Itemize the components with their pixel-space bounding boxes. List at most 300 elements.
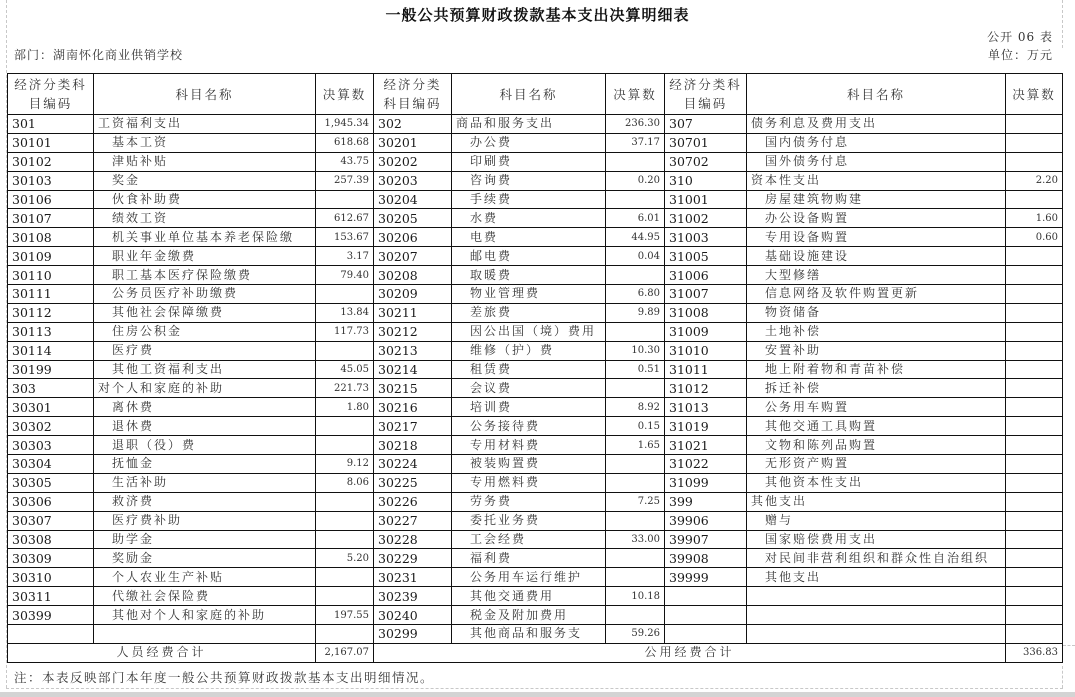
- amount-cell: 117.73: [316, 322, 374, 341]
- page-separator-bar: [0, 692, 1075, 697]
- amount-cell: [1006, 436, 1063, 455]
- code-cell: 30102: [8, 152, 94, 171]
- name-cell: 会议费: [452, 379, 606, 398]
- name-cell: 医疗费: [94, 341, 316, 360]
- name-cell: [747, 625, 1006, 644]
- name-cell: 印刷费: [452, 152, 606, 171]
- table-row: [8, 587, 1063, 606]
- name-cell: 医疗费补助: [94, 511, 316, 530]
- name-cell: 专用设备购置: [747, 228, 1006, 247]
- code-cell: 30209: [374, 285, 452, 304]
- amount-cell: 1,945.34: [316, 115, 374, 134]
- name-cell: 赠与: [747, 511, 1006, 530]
- code-cell: 30208: [374, 266, 452, 285]
- amount-cell: 1.65: [606, 436, 665, 455]
- code-cell: 30212: [374, 322, 452, 341]
- code-cell: 30211: [374, 303, 452, 322]
- name-cell: 培训费: [452, 398, 606, 417]
- amount-cell: 1.80: [316, 398, 374, 417]
- header-amount-3: 决算数: [1006, 74, 1063, 115]
- footnote: 注：本表反映部门本年度一般公共预算财政拨款基本支出明细情况。: [14, 670, 435, 685]
- amount-cell: [316, 417, 374, 436]
- code-cell: 31010: [665, 341, 747, 360]
- table-row: [8, 266, 1063, 285]
- name-cell: 地上附着物和青苗补偿: [747, 360, 1006, 379]
- table-number: 公开 06 表: [987, 30, 1053, 44]
- amount-cell: [606, 473, 665, 492]
- header-code-2: 经济分类科目编码: [374, 74, 452, 115]
- amount-cell: [606, 455, 665, 474]
- table-row: [8, 285, 1063, 304]
- name-cell: 津贴补贴: [94, 152, 316, 171]
- name-cell: 资本性支出: [747, 171, 1006, 190]
- amount-cell: 13.84: [316, 303, 374, 322]
- name-cell: 公务接待费: [452, 417, 606, 436]
- code-cell: 30308: [8, 530, 94, 549]
- amount-cell: [316, 587, 374, 606]
- name-cell: 退职（役）费: [94, 436, 316, 455]
- code-cell: 31012: [665, 379, 747, 398]
- name-cell: 对民间非营利组织和群众性自治组织: [747, 549, 1006, 568]
- code-cell: 30107: [8, 209, 94, 228]
- code-cell: 30302: [8, 417, 94, 436]
- table-header-row: [8, 74, 1063, 115]
- amount-cell: 45.05: [316, 360, 374, 379]
- code-cell: 31002: [665, 209, 747, 228]
- name-cell: 工会经费: [452, 530, 606, 549]
- name-cell: 其他资本性支出: [747, 473, 1006, 492]
- department-label: 部门：湖南怀化商业供销学校: [14, 48, 184, 62]
- code-cell: 30227: [374, 511, 452, 530]
- code-cell: 30218: [374, 436, 452, 455]
- amount-cell: [1006, 511, 1063, 530]
- code-cell: [665, 587, 747, 606]
- name-cell: 代缴社会保险费: [94, 587, 316, 606]
- table-row: [8, 171, 1063, 190]
- amount-cell: [1006, 530, 1063, 549]
- code-cell: 31019: [665, 417, 747, 436]
- name-cell: 职工基本医疗保险缴费: [94, 266, 316, 285]
- code-cell: 30240: [374, 606, 452, 625]
- code-cell: 31022: [665, 455, 747, 474]
- code-cell: 30213: [374, 341, 452, 360]
- amount-cell: 6.80: [606, 285, 665, 304]
- header-code-1: 经济分类科目编码: [8, 74, 94, 115]
- table-row: [8, 209, 1063, 228]
- amount-cell: [316, 625, 374, 644]
- amount-cell: 1.60: [1006, 209, 1063, 228]
- amount-cell: [316, 568, 374, 587]
- amount-cell: [1006, 492, 1063, 511]
- name-cell: 邮电费: [452, 247, 606, 266]
- amount-cell: [1006, 455, 1063, 474]
- amount-cell: [316, 341, 374, 360]
- amount-cell: [606, 379, 665, 398]
- name-cell: 其他商品和服务支: [452, 625, 606, 644]
- amount-cell: 43.75: [316, 152, 374, 171]
- code-cell: 31003: [665, 228, 747, 247]
- name-cell: 土地补偿: [747, 322, 1006, 341]
- name-cell: 维修（护）费: [452, 341, 606, 360]
- table-row: [8, 549, 1063, 568]
- name-cell: 安置补助: [747, 341, 1006, 360]
- code-cell: 303: [8, 379, 94, 398]
- code-cell: 31006: [665, 266, 747, 285]
- code-cell: 399: [665, 492, 747, 511]
- table-row: [8, 568, 1063, 587]
- name-cell: 无形资产购置: [747, 455, 1006, 474]
- code-cell: 31001: [665, 190, 747, 209]
- name-cell: 住房公积金: [94, 322, 316, 341]
- code-cell: 30306: [8, 492, 94, 511]
- name-cell: 工资福利支出: [94, 115, 316, 134]
- name-cell: 抚恤金: [94, 455, 316, 474]
- amount-cell: [316, 511, 374, 530]
- code-cell: 307: [665, 115, 747, 134]
- amount-cell: [1006, 322, 1063, 341]
- amount-cell: [1006, 303, 1063, 322]
- amount-cell: [1006, 606, 1063, 625]
- amount-cell: [606, 606, 665, 625]
- amount-cell: [1006, 152, 1063, 171]
- amount-cell: 236.30: [606, 115, 665, 134]
- name-cell: 救济费: [94, 492, 316, 511]
- amount-cell: 10.30: [606, 341, 665, 360]
- name-cell: 绩效工资: [94, 209, 316, 228]
- code-cell: 30109: [8, 247, 94, 266]
- amount-cell: 6.01: [606, 209, 665, 228]
- code-cell: 30217: [374, 417, 452, 436]
- amount-cell: 0.15: [606, 417, 665, 436]
- code-cell: 30216: [374, 398, 452, 417]
- code-cell: 30103: [8, 171, 94, 190]
- code-cell: [665, 625, 747, 644]
- code-cell: 30299: [374, 625, 452, 644]
- name-cell: 个人农业生产补贴: [94, 568, 316, 587]
- name-cell: 专用燃料费: [452, 473, 606, 492]
- unit-label: 单位：万元: [987, 48, 1053, 62]
- code-cell: 30702: [665, 152, 747, 171]
- table-row: [8, 303, 1063, 322]
- amount-cell: [1006, 266, 1063, 285]
- code-cell: 30110: [8, 266, 94, 285]
- name-cell: 基础设施建设: [747, 247, 1006, 266]
- amount-cell: [316, 190, 374, 209]
- code-cell: 30309: [8, 549, 94, 568]
- name-cell: 办公费: [452, 133, 606, 152]
- name-cell: 基本工资: [94, 133, 316, 152]
- name-cell: 物业管理费: [452, 285, 606, 304]
- code-cell: 30311: [8, 587, 94, 606]
- amount-cell: 37.17: [606, 133, 665, 152]
- amount-cell: [1006, 417, 1063, 436]
- code-cell: 30202: [374, 152, 452, 171]
- name-cell: 奖金: [94, 171, 316, 190]
- code-cell: 30112: [8, 303, 94, 322]
- amount-cell: [606, 568, 665, 587]
- code-cell: 30239: [374, 587, 452, 606]
- amount-cell: [1006, 568, 1063, 587]
- code-cell: 30113: [8, 322, 94, 341]
- amount-cell: [316, 285, 374, 304]
- name-cell: 机关事业单位基本养老保险缴: [94, 228, 316, 247]
- amount-cell: 59.26: [606, 625, 665, 644]
- page-guide-bottom: [6, 688, 1063, 689]
- code-cell: 30108: [8, 228, 94, 247]
- code-cell: 30111: [8, 285, 94, 304]
- code-cell: 310: [665, 171, 747, 190]
- table-row: [8, 341, 1063, 360]
- name-cell: 国家赔偿费用支出: [747, 530, 1006, 549]
- amount-cell: [606, 190, 665, 209]
- table-row: [8, 606, 1063, 625]
- name-cell: 大型修缮: [747, 266, 1006, 285]
- code-cell: 30201: [374, 133, 452, 152]
- name-cell: 房屋建筑物购建: [747, 190, 1006, 209]
- page-title: 一般公共预算财政拨款基本支出决算明细表: [385, 6, 690, 24]
- amount-cell: [1006, 115, 1063, 134]
- table-row: [8, 133, 1063, 152]
- page-guide-bottom-right: [1063, 645, 1075, 646]
- amount-cell: 44.95: [606, 228, 665, 247]
- name-cell: 物资储备: [747, 303, 1006, 322]
- name-cell: 电费: [452, 228, 606, 247]
- code-cell: 30399: [8, 606, 94, 625]
- amount-cell: [606, 322, 665, 341]
- name-cell: 商品和服务支出: [452, 115, 606, 134]
- code-cell: 39908: [665, 549, 747, 568]
- amount-cell: 8.06: [316, 473, 374, 492]
- code-cell: 30231: [374, 568, 452, 587]
- code-cell: 30304: [8, 455, 94, 474]
- code-cell: 30701: [665, 133, 747, 152]
- code-cell: 30199: [8, 360, 94, 379]
- amount-cell: 8.92: [606, 398, 665, 417]
- table-row: [8, 115, 1063, 134]
- code-cell: 30305: [8, 473, 94, 492]
- header-name-2: 科目名称: [452, 74, 606, 115]
- name-cell: 国内债务付息: [747, 133, 1006, 152]
- amount-cell: 2.20: [1006, 171, 1063, 190]
- name-cell: 对个人和家庭的补助: [94, 379, 316, 398]
- code-cell: [665, 606, 747, 625]
- public-total-value: 336.83: [1006, 643, 1063, 662]
- name-cell: 其他交通工具购置: [747, 417, 1006, 436]
- code-cell: 31011: [665, 360, 747, 379]
- name-cell: 取暖费: [452, 266, 606, 285]
- amount-cell: 3.17: [316, 247, 374, 266]
- amount-cell: 0.51: [606, 360, 665, 379]
- amount-cell: 9.89: [606, 303, 665, 322]
- code-cell: 30214: [374, 360, 452, 379]
- name-cell: [94, 625, 316, 644]
- code-cell: 31013: [665, 398, 747, 417]
- amount-cell: 33.00: [606, 530, 665, 549]
- header-code-3: 经济分类科目编码: [665, 74, 747, 115]
- table-row: [8, 530, 1063, 549]
- amount-cell: 221.73: [316, 379, 374, 398]
- amount-cell: [1006, 549, 1063, 568]
- name-cell: 拆迁补偿: [747, 379, 1006, 398]
- amount-cell: 9.12: [316, 455, 374, 474]
- table-row: [8, 322, 1063, 341]
- personnel-total-value: 2,167.07: [316, 643, 374, 662]
- code-cell: 302: [374, 115, 452, 134]
- header-name-1: 科目名称: [94, 74, 316, 115]
- code-cell: 39906: [665, 511, 747, 530]
- public-total-label: 公用经费合计: [374, 643, 1006, 662]
- name-cell: 公务用车运行维护: [452, 568, 606, 587]
- code-cell: 31007: [665, 285, 747, 304]
- name-cell: 其他支出: [747, 568, 1006, 587]
- name-cell: 其他工资福利支出: [94, 360, 316, 379]
- code-cell: 30101: [8, 133, 94, 152]
- amount-cell: [606, 549, 665, 568]
- name-cell: 生活补助: [94, 473, 316, 492]
- name-cell: 劳务费: [452, 492, 606, 511]
- amount-cell: [606, 152, 665, 171]
- name-cell: 福利费: [452, 549, 606, 568]
- amount-cell: 612.67: [316, 209, 374, 228]
- amount-cell: 257.39: [316, 171, 374, 190]
- table-row: [8, 625, 1063, 644]
- name-cell: 被装购置费: [452, 455, 606, 474]
- name-cell: 奖励金: [94, 549, 316, 568]
- amount-cell: 7.25: [606, 492, 665, 511]
- amount-cell: [1006, 473, 1063, 492]
- name-cell: 伙食补助费: [94, 190, 316, 209]
- code-cell: 31009: [665, 322, 747, 341]
- code-cell: 30226: [374, 492, 452, 511]
- name-cell: 水费: [452, 209, 606, 228]
- personnel-total-label: 人员经费合计: [8, 643, 316, 662]
- amount-cell: [316, 530, 374, 549]
- name-cell: 其他支出: [747, 492, 1006, 511]
- code-cell: 31005: [665, 247, 747, 266]
- amount-cell: 197.55: [316, 606, 374, 625]
- page-guide-right-lower: [1062, 666, 1063, 688]
- code-cell: 30228: [374, 530, 452, 549]
- name-cell: 助学金: [94, 530, 316, 549]
- code-cell: 30229: [374, 549, 452, 568]
- amount-cell: [1006, 379, 1063, 398]
- code-cell: 39907: [665, 530, 747, 549]
- table-row: [8, 436, 1063, 455]
- name-cell: 委托业务费: [452, 511, 606, 530]
- code-cell: 30204: [374, 190, 452, 209]
- amount-cell: [1006, 190, 1063, 209]
- amount-cell: [1006, 398, 1063, 417]
- table-row: [8, 492, 1063, 511]
- header-name-3: 科目名称: [747, 74, 1006, 115]
- code-cell: 31021: [665, 436, 747, 455]
- table-body: [8, 115, 1063, 644]
- code-cell: 30310: [8, 568, 94, 587]
- table-row: [8, 511, 1063, 530]
- name-cell: 职业年金缴费: [94, 247, 316, 266]
- code-cell: 30207: [374, 247, 452, 266]
- amount-cell: 5.20: [316, 549, 374, 568]
- name-cell: 债务利息及费用支出: [747, 115, 1006, 134]
- code-cell: 30303: [8, 436, 94, 455]
- name-cell: 信息网络及软件购置更新: [747, 285, 1006, 304]
- code-cell: 30114: [8, 341, 94, 360]
- header-amount-1: 决算数: [316, 74, 374, 115]
- name-cell: 办公设备购置: [747, 209, 1006, 228]
- table-row: [8, 190, 1063, 209]
- name-cell: 手续费: [452, 190, 606, 209]
- table-row: [8, 379, 1063, 398]
- code-cell: 30205: [374, 209, 452, 228]
- code-cell: 39999: [665, 568, 747, 587]
- code-cell: 30106: [8, 190, 94, 209]
- amount-cell: 79.40: [316, 266, 374, 285]
- code-cell: 30203: [374, 171, 452, 190]
- amount-cell: [1006, 341, 1063, 360]
- code-cell: 30206: [374, 228, 452, 247]
- table-row: [8, 152, 1063, 171]
- code-cell: 31099: [665, 473, 747, 492]
- code-cell: 30225: [374, 473, 452, 492]
- name-cell: 其他对个人和家庭的补助: [94, 606, 316, 625]
- amount-cell: [1006, 133, 1063, 152]
- amount-cell: [606, 511, 665, 530]
- name-cell: 公务用车购置: [747, 398, 1006, 417]
- amount-cell: [1006, 360, 1063, 379]
- amount-cell: 0.04: [606, 247, 665, 266]
- name-cell: 公务员医疗补助缴费: [94, 285, 316, 304]
- table-row: [8, 455, 1063, 474]
- code-cell: 31008: [665, 303, 747, 322]
- amount-cell: [316, 436, 374, 455]
- amount-cell: [1006, 247, 1063, 266]
- name-cell: 税金及附加费用: [452, 606, 606, 625]
- amount-cell: [1006, 285, 1063, 304]
- amount-cell: [606, 266, 665, 285]
- name-cell: [747, 606, 1006, 625]
- amount-cell: 0.20: [606, 171, 665, 190]
- name-cell: 离休费: [94, 398, 316, 417]
- code-cell: 30224: [374, 455, 452, 474]
- name-cell: 租赁费: [452, 360, 606, 379]
- code-cell: 301: [8, 115, 94, 134]
- amount-cell: [1006, 587, 1063, 606]
- name-cell: 文物和陈列品购置: [747, 436, 1006, 455]
- amount-cell: 618.68: [316, 133, 374, 152]
- code-cell: 30307: [8, 511, 94, 530]
- name-cell: [747, 587, 1006, 606]
- table-row: [8, 398, 1063, 417]
- totals-row: [8, 643, 1063, 662]
- amount-cell: [316, 492, 374, 511]
- amount-cell: [1006, 625, 1063, 644]
- name-cell: 国外债务付息: [747, 152, 1006, 171]
- amount-cell: 153.67: [316, 228, 374, 247]
- code-cell: 30301: [8, 398, 94, 417]
- name-cell: 因公出国（境）费用: [452, 322, 606, 341]
- name-cell: 差旅费: [452, 303, 606, 322]
- name-cell: 专用材料费: [452, 436, 606, 455]
- name-cell: 咨询费: [452, 171, 606, 190]
- expenditure-detail-table: [7, 73, 1063, 663]
- name-cell: 其他社会保障缴费: [94, 303, 316, 322]
- name-cell: 其他交通费用: [452, 587, 606, 606]
- table-row: [8, 473, 1063, 492]
- amount-cell: 10.18: [606, 587, 665, 606]
- code-cell: [8, 625, 94, 644]
- name-cell: 退休费: [94, 417, 316, 436]
- amount-cell: 0.60: [1006, 228, 1063, 247]
